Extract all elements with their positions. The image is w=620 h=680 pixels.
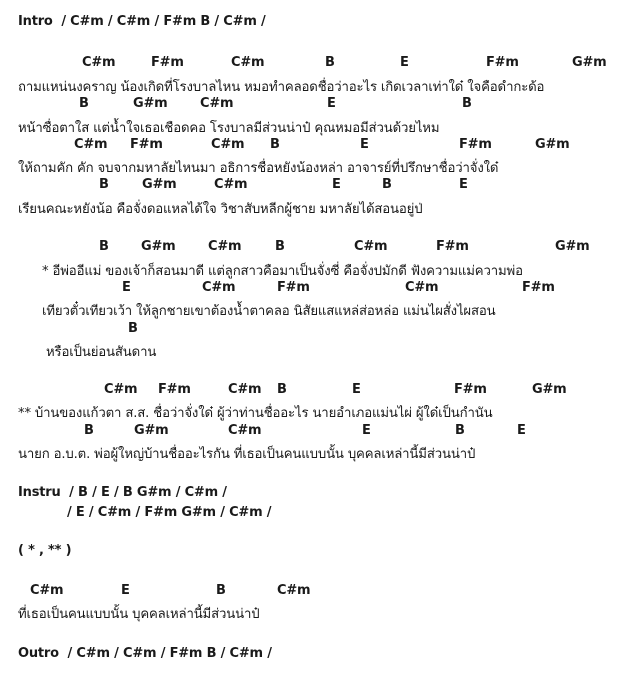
chord-label: F#m bbox=[277, 280, 310, 295]
chord-label: B bbox=[462, 96, 472, 111]
chord-label: B bbox=[325, 55, 335, 70]
instru-line-2 bbox=[67, 505, 271, 520]
chord-label: F#m bbox=[454, 382, 487, 397]
chord-label: C#m bbox=[202, 280, 236, 295]
chord-label: B bbox=[128, 321, 138, 336]
chord-row bbox=[0, 96, 620, 114]
chord-row bbox=[0, 321, 620, 339]
chord-row bbox=[0, 280, 620, 298]
repeat-note: ( * , ** ) bbox=[18, 543, 72, 558]
chord-label: C#m bbox=[208, 239, 242, 254]
chord-label: C#m bbox=[74, 137, 108, 152]
chord-label: F#m bbox=[522, 280, 555, 295]
chord-label: C#m bbox=[231, 55, 265, 70]
chord-label: B bbox=[277, 382, 287, 397]
instru-line-1 bbox=[18, 485, 227, 500]
chord-label: C#m bbox=[104, 382, 138, 397]
lyric-line: นายก อ.บ.ต. พ่อผู้ใหญ่บ้านชื่ออะไรกัน ที่เธอเป็นคนแบบนั้น บุคคลเหล่านี้มีส่วนน่าป๋ bbox=[18, 447, 476, 462]
chord-label: E bbox=[122, 280, 131, 295]
chord-label: G#m bbox=[532, 382, 567, 397]
chord-row bbox=[0, 239, 620, 257]
chord-label: G#m bbox=[134, 423, 169, 438]
chord-label: E bbox=[360, 137, 369, 152]
chord-row bbox=[0, 423, 620, 441]
lyric-line: หน้าซื่อตาใส แต่น้ำใจเธอเชือดคอ โรงบาลมีส่วนน่าป๋ คุณหมอมีส่วนด้วยไหม bbox=[18, 121, 440, 136]
chord-label: F#m bbox=[459, 137, 492, 152]
chord-label: B bbox=[99, 239, 109, 254]
chord-label: F#m bbox=[151, 55, 184, 70]
chord-label: E bbox=[517, 423, 526, 438]
chord-label: B bbox=[270, 137, 280, 152]
lyric-line: หรือเป็นย่อนสันดาน bbox=[46, 345, 157, 360]
lyric-line: เทียวตั๋วเทียวเว้า ให้ลูกชายเขาต้องน้ำตาคลอ นิสัยแสแหล่ส่อหล่อ แม่นไผสั่งไผสอน bbox=[42, 304, 496, 319]
intro-line bbox=[18, 14, 266, 29]
instru-label: Instru bbox=[18, 485, 61, 500]
lyric-line: ให้ถามคัก คัก จบจากมหาลัยไหนมา อธิการชื่อหยังน้องหล่า อาจารย์ที่ปรึกษาชื่อว่าจั่งใด๋ bbox=[18, 161, 499, 176]
chord-label: C#m bbox=[277, 583, 311, 598]
outro-label: Outro bbox=[18, 646, 59, 661]
chord-label: E bbox=[400, 55, 409, 70]
chord-label: C#m bbox=[228, 423, 262, 438]
chord-label: F#m bbox=[130, 137, 163, 152]
chord-label: E bbox=[352, 382, 361, 397]
chord-label: C#m bbox=[228, 382, 262, 397]
intro-label: Intro bbox=[18, 14, 53, 29]
chord-row bbox=[0, 137, 620, 155]
chord-label: G#m bbox=[141, 239, 176, 254]
chord-label: F#m bbox=[158, 382, 191, 397]
chord-label: G#m bbox=[142, 177, 177, 192]
chord-label: C#m bbox=[30, 583, 64, 598]
chord-label: C#m bbox=[200, 96, 234, 111]
chord-label: E bbox=[327, 96, 336, 111]
chord-label: G#m bbox=[555, 239, 590, 254]
chord-label: B bbox=[382, 177, 392, 192]
chord-label: B bbox=[99, 177, 109, 192]
intro-progression: / C#m / C#m / F#m B / C#m / bbox=[61, 14, 266, 29]
outro-progression: / C#m / C#m / F#m B / C#m / bbox=[67, 646, 272, 661]
chord-label: B bbox=[455, 423, 465, 438]
chord-label: B bbox=[84, 423, 94, 438]
chord-label: B bbox=[216, 583, 226, 598]
chord-label: G#m bbox=[535, 137, 570, 152]
lyric-line: ถามแหน่นงคราญ น้องเกิดที่โรงบาลไหน หมอทำคลอดชื่อว่าอะไร เกิดเวลาเท่าใด๋ ใจคือดำกะด้อ bbox=[18, 80, 545, 95]
chord-label: B bbox=[275, 239, 285, 254]
chord-label: B bbox=[79, 96, 89, 111]
chord-label: C#m bbox=[354, 239, 388, 254]
chord-label: G#m bbox=[133, 96, 168, 111]
chord-label: F#m bbox=[486, 55, 519, 70]
chord-row bbox=[0, 583, 620, 601]
lyric-line: * อีพ่ออีแม่ ของเจ้าก็สอนมาดี แต่ลูกสาวคือมาเป็นจั่งซี่ คือจั่งปมักดี ฟังความแม่ความพ่อ bbox=[42, 264, 523, 279]
lyric-line: เรียนคณะหยังน้อ คือจั่งดอแหลได้ใจ วิชาสับหลีกผู้ชาย มหาลัยได้สอนอยู่ป่ bbox=[18, 202, 423, 217]
chord-label: E bbox=[459, 177, 468, 192]
chord-label: C#m bbox=[211, 137, 245, 152]
chord-label: E bbox=[332, 177, 341, 192]
chord-label: C#m bbox=[82, 55, 116, 70]
chord-row bbox=[0, 177, 620, 195]
lyric-line: ที่เธอเป็นคนแบบนั้น บุคคลเหล่านี้มีส่วนน่าป๋ bbox=[18, 607, 260, 622]
chord-label: E bbox=[121, 583, 130, 598]
chord-label: F#m bbox=[436, 239, 469, 254]
chord-label: C#m bbox=[214, 177, 248, 192]
chord-label: G#m bbox=[572, 55, 607, 70]
outro-line bbox=[18, 646, 272, 661]
lyric-line: ** บ้านของแก้วตา ส.ส. ชื่อว่าจั่งใด๋ ผู้ว่าท่านชื่ออะไร นายอำเภอแม่นไผ่ ผู้ใด๋เป็นกำนัน bbox=[18, 406, 493, 421]
chord-row bbox=[0, 382, 620, 400]
instru-progression-2: / E / C#m / F#m G#m / C#m / bbox=[67, 505, 272, 520]
chord-row bbox=[0, 55, 620, 73]
chord-label: E bbox=[362, 423, 371, 438]
chord-label: C#m bbox=[405, 280, 439, 295]
instru-progression-1: / B / E / B G#m / C#m / bbox=[69, 485, 227, 500]
